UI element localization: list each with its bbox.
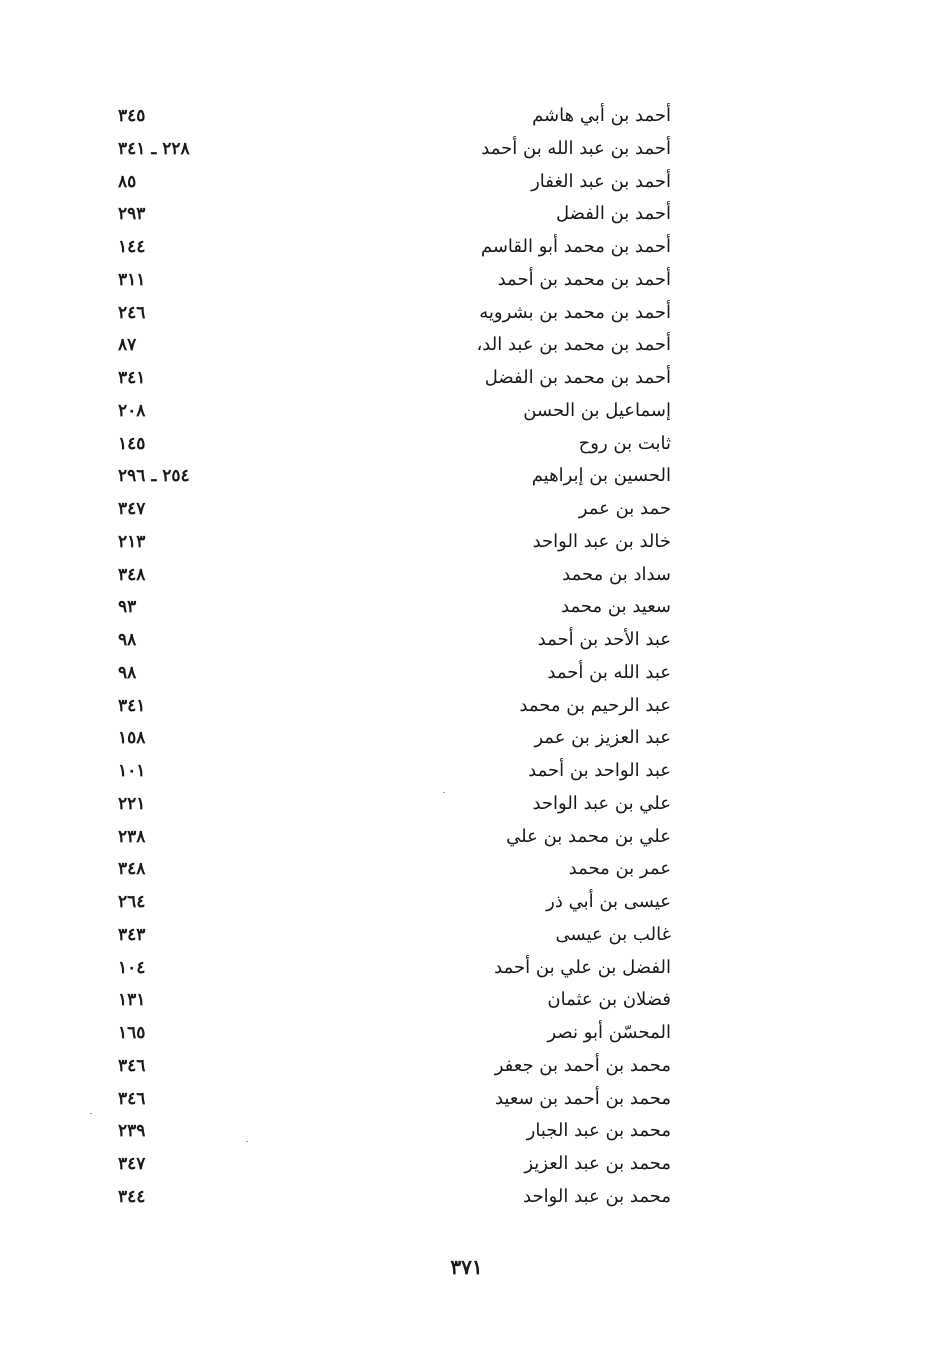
entry-page-numbers: ٣٤٨ (118, 564, 146, 585)
entry-page-numbers: ٣٤٧ (118, 499, 146, 519)
entry-page-numbers: ٣٤٥ (118, 106, 146, 126)
entry-name: أحمد بن عبد الغفار (531, 170, 671, 192)
entry-name: إسماعيل بن الحسن (523, 399, 671, 421)
entry-name: أحمد بن محمد أبو القاسم (480, 236, 671, 257)
entry-page-numbers: ٢١٣ (118, 531, 146, 552)
index-entry (0, 690, 933, 723)
entry-name: محمد بن أحمد بن جعفر (494, 1054, 671, 1076)
index-entry (0, 526, 933, 559)
index-entry (0, 1017, 933, 1050)
index-entry (0, 493, 933, 526)
entry-page-numbers: ٨٥ (118, 171, 137, 192)
entry-name: حمد بن عمر (578, 498, 671, 519)
entry-page-numbers: ٣٤٦ (118, 1055, 146, 1076)
index-entry (0, 624, 933, 657)
entry-name: أحمد بن أبي هاشم (532, 105, 671, 126)
entry-name: أحمد بن محمد بن الفضل (484, 367, 671, 388)
entry-name: عمر بن محمد (568, 858, 671, 880)
index-entry (0, 722, 933, 755)
entry-page-numbers: ٣٤١ (118, 368, 146, 388)
entry-name: عبد العزيز بن عمر (534, 727, 671, 749)
index-entry (0, 100, 933, 133)
entry-name: خالد بن عبد الواحد (532, 530, 671, 552)
index-entry (0, 133, 933, 166)
entry-page-numbers: ٨٧ (118, 335, 137, 356)
entry-page-numbers: ٢٢٨ ـ ٣٤١ (118, 138, 190, 159)
index-entry (0, 166, 933, 199)
index-entry (0, 362, 933, 395)
entry-name: أحمد بن الفضل (556, 203, 671, 225)
entry-name: عبد الله بن أحمد (547, 661, 671, 683)
index-entry (0, 1115, 933, 1148)
index-entry (0, 919, 933, 952)
index-entry (0, 755, 933, 788)
entry-name: سعيد بن محمد (561, 596, 671, 618)
entry-page-numbers: ٩٣ (118, 597, 137, 618)
entry-page-numbers: ٢٣٩ (118, 1121, 146, 1142)
index-entry (0, 428, 933, 461)
entry-name: عبد الرحيم بن محمد (519, 694, 671, 716)
entry-name: محمد بن عبد العزيز (524, 1153, 671, 1174)
index-entry (0, 657, 933, 690)
entry-page-numbers: ٢٣٨ (118, 826, 146, 847)
entry-page-numbers: ١٥٨ (118, 728, 146, 749)
entry-page-numbers: ١٦٥ (118, 1023, 146, 1043)
entry-name: محمد بن أحمد بن سعيد (494, 1087, 671, 1109)
entry-page-numbers: ١٤٤ (118, 237, 146, 257)
entry-page-numbers: ٣٤٤ (118, 1186, 146, 1207)
entry-name: فضلان بن عثمان (547, 989, 671, 1011)
entry-page-numbers: ٣٤٣ (118, 924, 146, 945)
index-entry (0, 264, 933, 297)
entry-page-numbers: ٣٤٨ (118, 859, 146, 880)
index-entry (0, 1083, 933, 1116)
index-entry (0, 853, 933, 886)
entry-name: عبد الأحد بن أحمد (537, 629, 671, 650)
index-entry (0, 297, 933, 330)
entry-page-numbers: ٩٨ (118, 662, 137, 683)
entry-page-numbers: ١٤٥ (118, 433, 146, 454)
index-entry (0, 1050, 933, 1083)
entry-name: المحسّن أبو نصر (547, 1022, 671, 1043)
index-entry (0, 1181, 933, 1214)
entry-name: محمد بن عبد الواحد (523, 1185, 671, 1207)
index-entry (0, 1148, 933, 1181)
index-entry (0, 559, 933, 592)
entry-page-numbers: ٩٨ (118, 630, 137, 650)
entry-name: عبد الواحد بن أحمد (528, 760, 671, 781)
entry-page-numbers: ٢٢١ (118, 793, 146, 814)
index-entry (0, 198, 933, 231)
entry-page-numbers: ٢٠٨ (118, 400, 146, 421)
entry-name: الفضل بن علي بن أحمد (494, 956, 671, 978)
page-number: ٣٧١ (450, 1255, 483, 1279)
entry-page-numbers: ١٠١ (118, 761, 146, 781)
entry-name: عيسى بن أبي ذر (546, 891, 671, 912)
entry-page-numbers: ١٣١ (118, 990, 146, 1011)
scan-speck (90, 1113, 92, 1114)
index-entry (0, 952, 933, 985)
entry-name: غالب بن عيسى (555, 923, 671, 945)
entry-name: علي بن محمد بن علي (506, 825, 671, 847)
entry-page-numbers: ٣٤٦ (118, 1088, 146, 1109)
scan-speck (443, 792, 445, 793)
index-entry (0, 821, 933, 854)
index-entry (0, 591, 933, 624)
entry-name: أحمد بن عبد الله بن أحمد (481, 137, 671, 159)
scan-speck (246, 1141, 248, 1142)
index-entry (0, 329, 933, 362)
entry-page-numbers: ٢٦٤ (118, 892, 146, 912)
entry-page-numbers: ٣١١ (118, 269, 146, 290)
entry-name: سداد بن محمد (562, 563, 671, 585)
index-entry (0, 395, 933, 428)
index-entry (0, 788, 933, 821)
entry-name: أحمد بن محمد بن بشرويه (479, 301, 671, 323)
index-entry (0, 460, 933, 493)
entry-page-numbers: ٢٤٦ (118, 302, 146, 323)
entry-page-numbers: ٣٤١ (118, 695, 146, 716)
entry-name: علي بن عبد الواحد (532, 792, 671, 814)
entry-name: محمد بن عبد الجبار (526, 1120, 671, 1142)
index-entry (0, 231, 933, 264)
entry-name: أحمد بن محمد بن أحمد (497, 268, 671, 290)
entry-page-numbers: ٢٥٤ ـ ٢٩٦ (118, 466, 190, 487)
entry-name: ثابت بن روح (578, 432, 671, 454)
entry-name: أحمد بن محمد بن عبد الد، (476, 334, 671, 356)
index-entry (0, 984, 933, 1017)
entry-page-numbers: ٢٩٣ (118, 204, 146, 225)
entry-page-numbers: ١٠٤ (118, 957, 146, 978)
name-index-list (0, 100, 933, 1214)
entry-name: الحسين بن إبراهيم (531, 465, 671, 487)
index-entry (0, 886, 933, 919)
entry-page-numbers: ٣٤٧ (118, 1154, 146, 1174)
